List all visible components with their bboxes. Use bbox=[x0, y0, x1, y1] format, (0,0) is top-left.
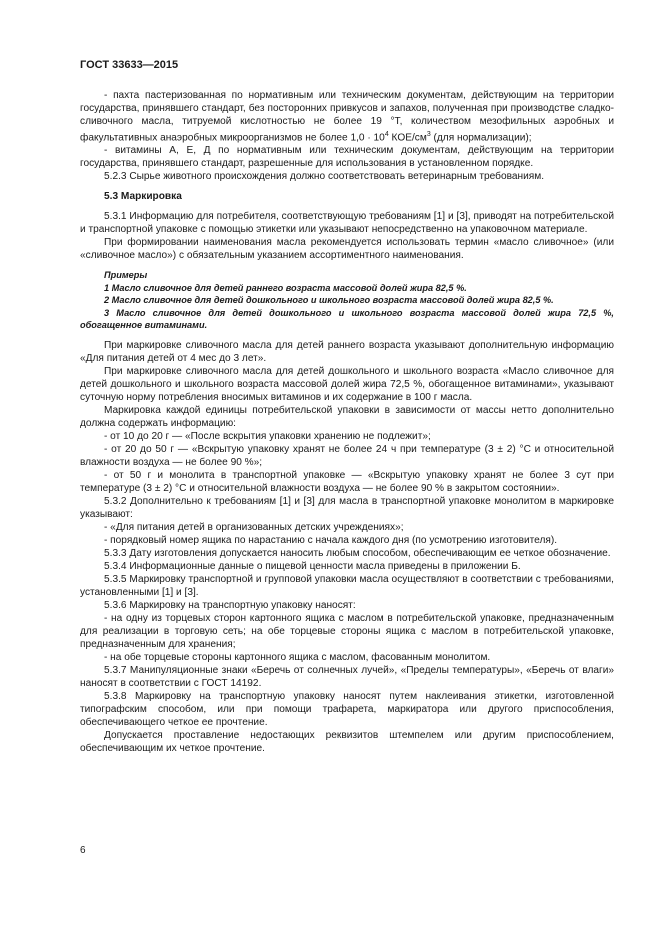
paragraph-vitamins: - витамины А, Е, Д по нормативным или техническим документам, действующим на территории государства, принявшего стандарт, разрешенные для использования в установленном порядке. bbox=[80, 145, 614, 170]
paragraph-5-3-4: 5.3.4 Информационные данные о пищевой ценности масла приведены в приложении Б. bbox=[104, 560, 521, 572]
example-1: 1 Масло сливочное для детей раннего возраста массовой долей жира 82,5 %. bbox=[104, 282, 467, 293]
list-item-organized-institutions: - «Для питания детей в организованных детских учреждениях»; bbox=[104, 521, 404, 533]
paragraph-5-3-6: 5.3.6 Маркировку на транспортную упаковку наносят: bbox=[104, 599, 356, 611]
paragraph-5-2-3: 5.2.3 Сырье животного происхождения должно соответствовать ветеринарным требованиям. bbox=[104, 171, 545, 183]
paragraph-5-3-1: 5.3.1 Информацию для потребителя, соответствующую требованиям [1] и [3], приводят на потребительской и транспортной упаковке с помощью этикетки или указывают непосредственно на упаковочном материале. bbox=[80, 211, 614, 236]
example-2: 2 Масло сливочное для детей дошкольного и школьного возраста массовой долей жира 82,5 %. bbox=[104, 295, 554, 306]
paragraph-school-labeling: При маркировке сливочного масла для детей дошкольного и школьного возраста «Масло сливочное для детей дошкольного и школьного возраста массовой долей жира 72,5 %, обогащенное витаминами», указывают суточную норму потребления вносимых витаминов и их содержание в 100 г масла. bbox=[80, 365, 614, 403]
list-item-20-50: - от 20 до 50 г — «Вскрытую упаковку хранят не более 24 ч при температуре (3 ± 2) °С и относительной влажности воздуха — не более 90 %»; bbox=[80, 443, 614, 468]
example-3: 3 Масло сливочное для детей дошкольного и школьного возраста массовой долей жира 72,5 %, обогащенное витаминами. bbox=[80, 307, 614, 331]
paragraph-stamp: Допускается проставление недостающих реквизитов штемпелем или другим приспособлением, обеспечивающим их четкое прочтение. bbox=[80, 729, 614, 754]
list-item-10-20: - от 10 до 20 г — «После вскрытия упаковки хранению не подлежит»; bbox=[104, 430, 431, 442]
paragraph-naming: При формировании наименования масла рекомендуется использовать термин «масло сливочное» (или «сливочное масло») с обязательным указанием ассортиментного наименования. bbox=[80, 237, 614, 262]
document-body bbox=[80, 89, 614, 755]
list-item-monolith-box: - на обе торцевые стороны картонного ящика с маслом, фасованным монолитом. bbox=[104, 651, 491, 663]
paragraph-5-3-3: 5.3.3 Дату изготовления допускается наносить любым способом, обеспечивающим ее четкое обозначение. bbox=[104, 547, 611, 559]
list-item-box-number: - порядковый номер ящика по нарастанию с начала каждого дня (по усмотрению изготовителя). bbox=[104, 534, 558, 546]
page-number: 6 bbox=[80, 845, 86, 856]
list-item-end-sides: - на одну из торцевых сторон картонного ящика с маслом в потребительской упаковке, предназначенным для реализации в торговую сеть; на обе торцевые стороны ящика с маслом в потребительской упаковке, предназначенным для хранения; bbox=[80, 612, 614, 650]
paragraph-5-3-5: 5.3.5 Маркировку транспортной и групповой упаковки масла осуществляют в соответствии с требованиями, установленными [1] и [3]. bbox=[80, 573, 614, 598]
examples-title: Примеры bbox=[104, 270, 148, 281]
paragraph-buttermilk: - пахта пастеризованная по нормативным или техническим документам, действующим на территории государства, принявшего стандарт, без посторонних привкусов и запахов, полученная при производстве сладко-сливочного масла, титруемой кислотностью не более 19 °Т, количеством мезофильных аэробных и факультативных анаэробных микроорганизмов не более $1,0 \cdot 10^4$ КОЕ/$см^3$ (для нормализации); bbox=[80, 90, 614, 144]
list-item-50-monolith: - от 50 г и монолита в транспортной упаковке — «Вскрытую упаковку хранят не более 3 сут при температуре (3 ± 2) °С и относительной влажности воздуха — не более 90 % в закрытом состоянии». bbox=[80, 469, 614, 494]
section-heading-5-3: 5.3 Маркировка bbox=[104, 191, 182, 203]
paragraph-unit-labeling: Маркировка каждой единицы потребительской упаковки в зависимости от массы нетто дополнительно должна содержать информацию: bbox=[80, 404, 614, 429]
document-header: ГОСТ 33633—2015 bbox=[80, 59, 179, 71]
paragraph-infant-labeling: При маркировке сливочного масла для детей раннего возраста указывают дополнительную информацию «Для питания детей от 4 мес до 3 лет». bbox=[80, 339, 614, 364]
paragraph-5-3-8: 5.3.8 Маркировку на транспортную упаковку наносят путем наклеивания этикетки, изготовленной типографским способом, или при помощи трафарета, маркиратора или другого приспособления, обеспечивающего четкое ее прочтение. bbox=[80, 690, 614, 728]
paragraph-5-3-7: 5.3.7 Манипуляционные знаки «Беречь от солнечных лучей», «Пределы температуры», «Беречь от влаги» наносят в соответствии с ГОСТ 14192. bbox=[80, 664, 614, 689]
paragraph-5-3-2: 5.3.2 Дополнительно к требованиям [1] и [3] для масла в транспортной упаковке монолитом в маркировке указывают: bbox=[80, 495, 614, 520]
